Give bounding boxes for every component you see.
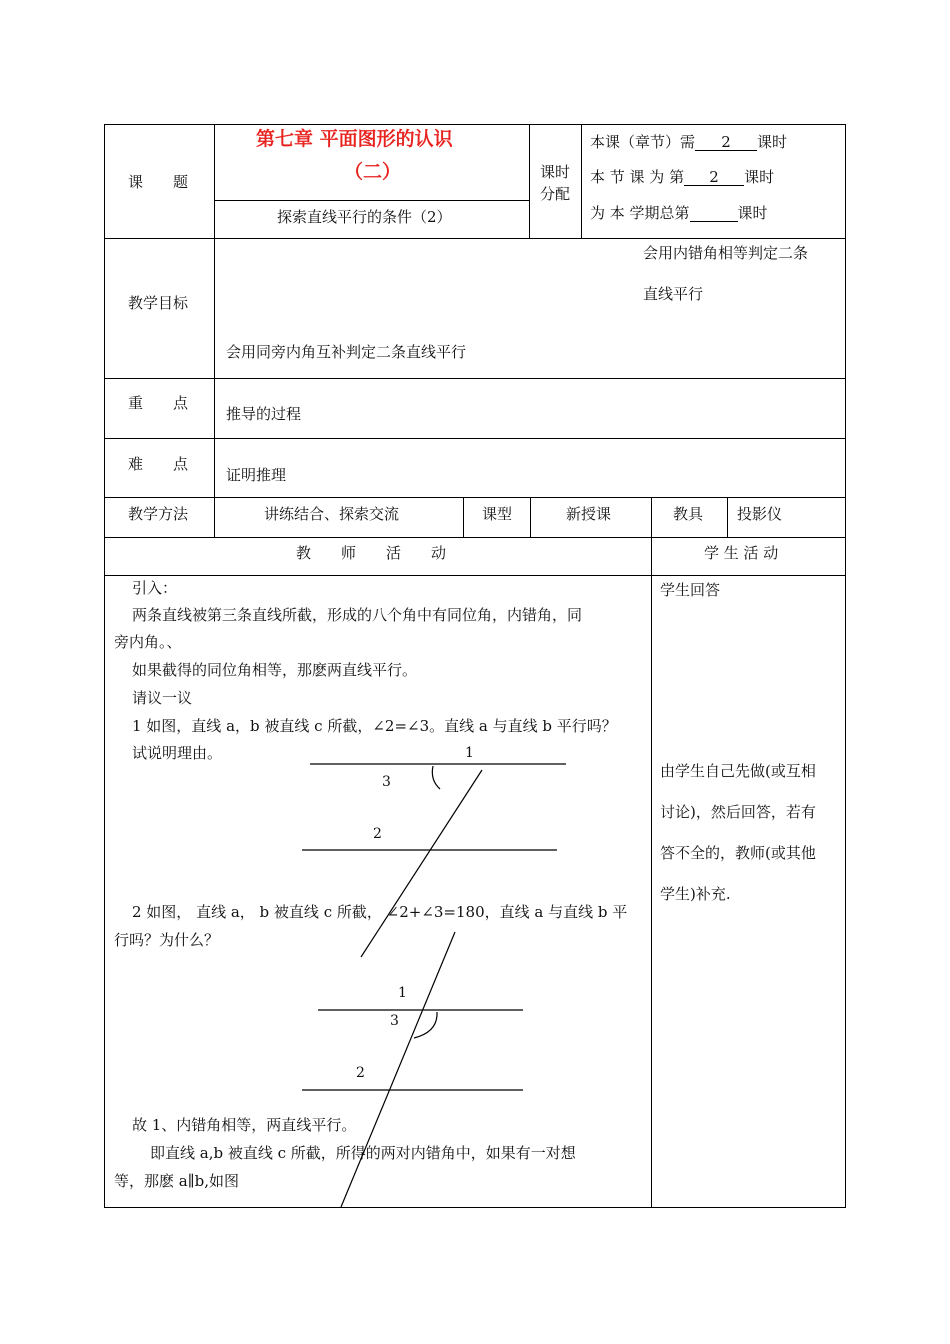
topic-label: 课 题 xyxy=(128,173,189,191)
objective-1a: 会用内错角相等判定二条 xyxy=(643,244,809,262)
student-note-2d: 学生)补充. xyxy=(660,885,731,903)
period-line-1-value: 2 xyxy=(695,134,757,151)
conclusion: 故 1、内错角相等，两直线平行。 xyxy=(132,1116,357,1134)
period-line-2-pre: 本 节 课 为 第 xyxy=(590,168,685,186)
figure-2-label: 3 xyxy=(390,1013,399,1029)
figure-1-label: 1 xyxy=(465,745,474,761)
question-1: 1 如图，直线 a，b 被直线 c 所截，∠2=∠3。直线 a 与直线 b 平行吗？ xyxy=(132,717,617,735)
period-line-2-value: 2 xyxy=(684,169,744,186)
student-note-2b: 讨论)，然后回答，若有 xyxy=(660,803,816,821)
paragraph-3a: 即直线 a,b 被直线 c 所截，所得的两对内错角中，如果有一对想 xyxy=(150,1144,576,1162)
paragraph-3b: 等，那麽 a∥b,如图 xyxy=(114,1172,240,1190)
period-label-1: 课时 xyxy=(540,163,571,181)
student-note-2c: 答不全的，教师(或其他 xyxy=(660,844,816,862)
figure-1 xyxy=(302,764,566,957)
intro-label: 引入： xyxy=(132,579,178,597)
objective-2: 会用同旁内角互补判定二条直线平行 xyxy=(226,343,467,361)
student-note-1: 学生回答 xyxy=(660,581,721,599)
figure-2-label: 1 xyxy=(398,985,407,1001)
question-1-reason: 试说明理由。 xyxy=(132,744,223,762)
key-point-value: 推导的过程 xyxy=(226,405,302,423)
method-value: 讲练结合、探索交流 xyxy=(264,505,400,523)
method-label: 教学方法 xyxy=(128,505,189,523)
period-line-2-post: 课时 xyxy=(744,168,775,186)
lesson-type-label: 课型 xyxy=(482,505,513,523)
period-label-2: 分配 xyxy=(540,185,571,203)
difficulty-value: 证明推理 xyxy=(226,466,287,484)
period-line-3-pre: 为 本 学期总第 xyxy=(590,204,690,222)
figure-2-label: 2 xyxy=(356,1065,365,1081)
key-point-label: 重 点 xyxy=(128,394,189,412)
paragraph-1b: 旁内角。、 xyxy=(114,633,182,651)
lesson-type-value: 新授课 xyxy=(566,505,612,523)
teacher-activity-header: 教 师 活 动 xyxy=(296,544,447,562)
paragraph-1a: 两条直线被第三条直线所截，形成的八个角中有同位角，内错角，同 xyxy=(132,606,583,624)
teaching-tool-label: 教具 xyxy=(673,505,704,523)
figure-1-angle-arc xyxy=(432,766,440,789)
figure-2 xyxy=(302,932,523,1207)
figure-2-angle-arc xyxy=(414,1012,437,1038)
teaching-tool-value: 投影仪 xyxy=(737,505,783,523)
figure-1-label: 2 xyxy=(373,826,382,842)
period-line-3-post: 课时 xyxy=(737,204,768,222)
lesson-title: 探索直线平行的条件（2） xyxy=(277,208,452,226)
chapter-subtitle: （二） xyxy=(344,161,402,183)
discuss-label: 请议一议 xyxy=(132,689,193,707)
difficulty-label: 难 点 xyxy=(128,455,189,473)
chapter-title: 第七章 平面图形的认识 xyxy=(256,128,453,150)
objective-1b: 直线平行 xyxy=(643,285,704,303)
objectives-label: 教学目标 xyxy=(128,294,189,312)
question-2b: 行吗？为什么？ xyxy=(114,931,220,949)
paragraph-2: 如果截得的同位角相等，那麽两直线平行。 xyxy=(132,661,418,679)
figure-1-label: 3 xyxy=(382,774,391,790)
period-line-1-post: 课时 xyxy=(757,133,788,151)
student-activity-header: 学 生 活 动 xyxy=(704,544,779,562)
question-2a: 2 如图， 直线 a， b 被直线 c 所截， ∠2+∠3=180，直线 a 与直线 b 平 xyxy=(132,903,628,921)
period-line-1-pre: 本课（章节）需 xyxy=(590,133,696,151)
figure-1-transversal xyxy=(361,770,482,957)
student-note-2a: 由学生自己先做(或互相 xyxy=(660,762,816,780)
